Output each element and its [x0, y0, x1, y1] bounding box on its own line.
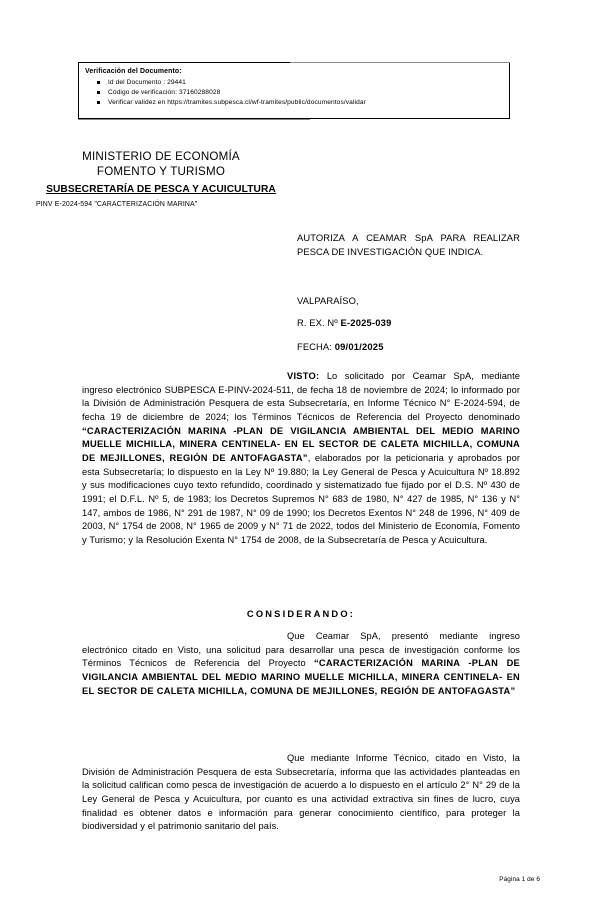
- considerando-1-project-title: “CARACTERIZACIÓN MARINA -PLAN DE VIGILANCIA AMBIENTAL DEL MEDIO MARINO MUELLE MICHILLA, MINERA CENTINELA- EN EL SECTOR DE CALETA MICHILLA, COMUNA DE MEJILLONES, REGIÓN DE ANTOFAGASTA”: [82, 658, 520, 696]
- date-value: 09/01/2025: [334, 341, 384, 352]
- visto-paragraph: [82, 370, 520, 548]
- considerando-2-text: Que mediante Informe Técnico, citado en Visto, la División de Administración Pesquera de esta Subsecretaría, informa que las actividades planteadas en la solicitud califican como pesca de investigación de acuerdo a lo dispuesto en el artículo 2° N° 29 de la Ley General de Pesca y Acuicultura, por cuanto es una actividad extractiva sin fines de lucro, cuya finalidad es obtener datos e información para generar conocimiento científico, para proteger la biodiversidad y el patrimonio sanitario del país.: [82, 753, 520, 832]
- list-item: Verificar validez en https://tramites.subpesca.cl/wf-tramites/public/documentos/validar: [85, 98, 509, 107]
- list-item: Id del Documento : 29441: [85, 78, 509, 87]
- document-place: VALPARAÍSO,: [297, 295, 359, 306]
- considerando-1-text: Que Ceamar SpA, presentó mediante ingreso electrónico citado en Visto, una solicitud para desarrollar una pesca de investigación conforme los Términos Técnicos de Referencia del Proyecto: [82, 631, 520, 669]
- date-label: FECHA:: [297, 341, 335, 352]
- resolution-number-value: E-2025-039: [340, 317, 392, 328]
- project-code: PINV E-2024-594 "CARACTERIZACIÓN MARINA": [36, 201, 198, 209]
- visto-project-title: “CARACTERIZACIÓN MARINA -PLAN DE VIGILANCIA AMBIENTAL DEL MEDIO MARINO MUELLE MICHILLA, MINERA CENTINELA- EN EL SECTOR DE CALETA MICHILLA, COMUNA DE MEJILLONES, REGIÓN DE ANTOFAGASTA”: [82, 425, 520, 463]
- visto-label: VISTO:: [287, 371, 320, 381]
- visto-text-part-1: Lo solicitado por Ceamar SpA, mediante ingreso electrónico SUBPESCA E-PINV-2024-511, de fecha 18 de noviembre de 2024; lo informado por la División de Administración Pesquera de esta Subsecretaría, en Informe Técnico N° E-2024-594, de fecha 19 de diciembre de 2024; los Términos Técnicos de Referencia del Proyecto denominado: [82, 371, 520, 422]
- considerando-heading: CONSIDERANDO:: [246, 609, 356, 619]
- ministry-line-1: MINISTERIO DE ECONOMÍA: [82, 150, 240, 163]
- ministry-line-2: FOMENTO Y TURISMO: [96, 164, 226, 178]
- page-footer: [0, 876, 540, 883]
- visto-text-part-2: , elaborados por la peticionaria y aprobados por esta Subsecretaría; lo dispuesto en la Ley Nº 19.880; la Ley General de Pesca y Acuicultura Nº 18.892 y sus modificaciones cuyo texto refundido, coordinado y sistematizado fue fijado por el D.S. Nº 430 de 1991; el D.F.L. Nº 5, de 1983; los Decretos Supremos N° 683 de 1980, N° 427 de 1985, N° 136 y N° 147, ambos de 1986, N° 291 de 1987, N° 09 de 1990; los Decretos Exentos N° 248 de 1996, N° 409 de 2003, N° 1754 de 2008, N° 1965 de 2009 y N° 71 de 2022, todos del Ministerio de Economía, Fomento y Turismo; y la Resolución Exenta N° 1754 de 2008, de la Subsecretaría de Pesca y Acuicultura.: [82, 452, 520, 545]
- scan-artifact-line: [78, 119, 310, 120]
- subsecretaria-title: SUBSECRETARÍA DE PESCA Y ACUICULTURA: [46, 183, 276, 195]
- document-subject: AUTORIZA A CEAMAR SpA PARA REALIZAR PESCA DE INVESTIGACIÓN QUE INDICA.: [297, 232, 520, 257]
- document-verification-box: [78, 62, 510, 119]
- page-number: Página 1 de 6: [499, 876, 540, 883]
- verification-list: [85, 78, 509, 107]
- list-item: Código de verificación: 37160288028: [85, 88, 509, 97]
- resolution-number: [297, 317, 392, 328]
- document-date: [297, 341, 384, 352]
- resolution-number-label: R. EX. Nº: [297, 317, 341, 328]
- verification-title: Verificación del Documento:: [85, 68, 182, 75]
- scan-artifact-line: [290, 62, 510, 63]
- considerando-paragraph-1: [82, 630, 520, 698]
- considerando-paragraph-2: [82, 752, 520, 834]
- letterhead: [30, 150, 292, 208]
